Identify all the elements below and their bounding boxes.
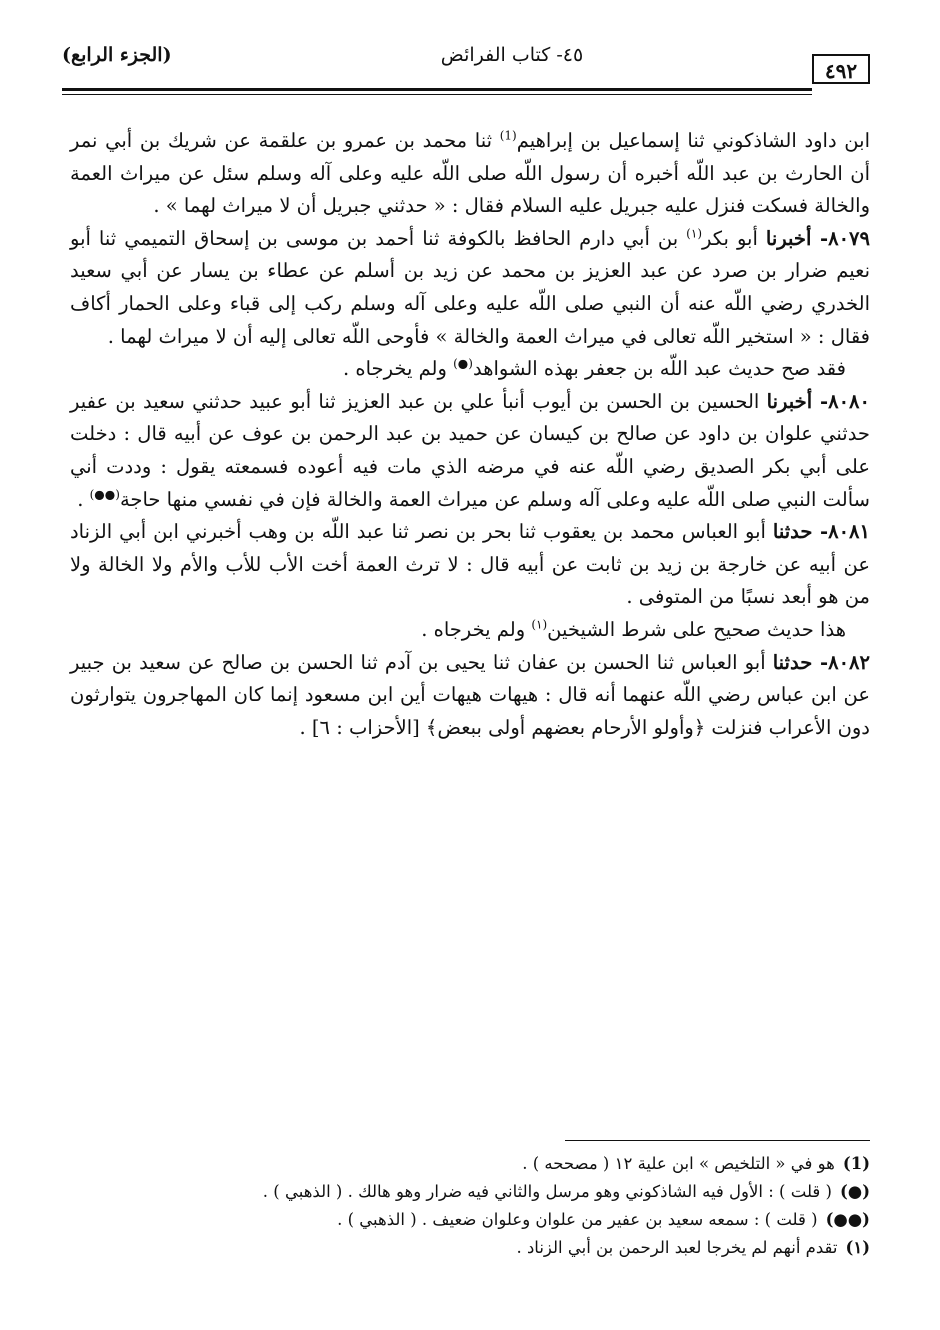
page-number: ٤٩٢ xyxy=(812,54,870,84)
footnote xyxy=(70,1150,870,1178)
para-text-tail: . xyxy=(77,487,90,511)
para-text: أبو العباس محمد بن يعقوب ثنا بحر بن نصر ثنا عبد اللّه بن وهب أخبرني ابن أبي الزناد عن أبيه عن خارجة بن زيد بن ثابت عن أبيه قال : لا ترث العمة أخت الأب للأب والأم ولا الخالة ولا من هو أبعد نسبًا من المتوفى . xyxy=(70,520,870,609)
para-text: أبو العباس ثنا الحسن بن عفان ثنا يحيى بن آدم ثنا الحسن بن صالح عن سعيد بن جبير عن ابن عباس رضي اللّه عنهما أنه قال : هيهات هيهات أين ابن مسعود إنما كان المهاجرون يتوارثون دون الأعراب فنزلت ﴿وأولو الأرحام بعضهم أولى ببعض﴾ [الأحزاب : ٦] . xyxy=(70,650,870,739)
footnote-mark: (1) xyxy=(842,1154,870,1173)
para-text: أبو بكر xyxy=(702,226,766,250)
hadith-lead: أخبرنا xyxy=(765,226,812,250)
commentary xyxy=(70,614,870,647)
footnote-mark: (●●) xyxy=(825,1210,870,1229)
hadith-lead: حدثنا xyxy=(772,650,813,674)
hadith-8080 xyxy=(70,386,870,516)
para-text-tail: بن أبي دارم الحافظ بالكوفة ثنا أحمد بن موسى بن إسحاق التميمي ثنا أبو نعيم ضرار بن صرد عن عبد العزيز بن محمد عن زيد بن أسلم عن عطاء بن يسار عن أبي سعيد الخدري رضي اللّه عنه أن النبي صلى اللّه عليه وعلى آله وسلم ركب إلى قباء وعلى الحمار أكاف فقال : « استخير اللّه تعالى في ميراث العمة والخالة » فأوحى اللّه تعالى إليه أن لا ميراث لهما . xyxy=(70,226,870,348)
hadith-lead: حدثنا xyxy=(772,520,813,544)
footnote xyxy=(70,1178,870,1206)
footnote-ref: (١) xyxy=(531,617,548,632)
footnote xyxy=(70,1206,870,1234)
footnote xyxy=(70,1234,870,1262)
book-title: ٤٥- كتاب الفرائض xyxy=(440,44,584,66)
footnote-text: تقدم أنهم لم يخرجا لعبد الرحمن بن أبي الزناد . xyxy=(516,1238,838,1257)
para-text-tail: ولم يخرجاه . xyxy=(342,357,454,381)
header-rule-thin xyxy=(62,94,812,95)
para-text: هذا حديث صحيح على شرط الشيخين xyxy=(547,617,846,641)
main-text xyxy=(70,125,870,744)
footnote-mark: (١) xyxy=(845,1238,870,1257)
para-text-tail: ثنا محمد بن عمرو بن علقمة عن شريك بن أبي نمر أن الحارث بن عبد اللّه أخبره أن رسول اللّه صلى اللّه عليه وعلى آله وسلم سئل عن ميراث العمة والخالة فسكت فنزل عليه جبريل عليه السلام فقال : « حدثني جبريل أن لا ميراث لهما » . xyxy=(70,129,870,218)
footnote-text: ( قلت ) : الأول فيه الشاذكوني وهو مرسل والثاني فيه ضرار وهو هالك . ( الذهبي ) . xyxy=(262,1182,832,1201)
hadith-number: ٨٠٨٠- xyxy=(812,389,870,413)
volume-label: (الجزء الرابع) xyxy=(62,44,172,66)
para-text: فقد صح حديث عبد اللّه بن جعفر بهذه الشواهد xyxy=(472,357,846,381)
header-rule xyxy=(62,88,812,91)
hadith-8082 xyxy=(70,647,870,745)
hadith-number: ٨٠٧٩- xyxy=(811,226,870,250)
hadith-8081 xyxy=(70,516,870,614)
footnote-mark: (●) xyxy=(839,1182,870,1201)
hadith-8079 xyxy=(70,223,870,353)
footnote-ref: (1) xyxy=(499,128,517,143)
footnote-ref: (●●) xyxy=(89,487,120,502)
para-text: الحسين بن الحسن بن أيوب أنبأ علي بن عبد العزيز ثنا أبو عبيد حدثني سعيد بن عفير حدثني علوان بن داود عن صالح بن كيسان عن حميد بن عبد الرحمن بن عوف عن أبيه قال : دخلت على أبي بكر الصديق رضي اللّه عنه في مرضه الذي مات فيه أعوده فسمعته يقول : وددت أني سألت النبي صلى اللّه عليه وعلى آله وسلم عن ميراث العمة والخالة فإن في نفسي منها حاجة xyxy=(70,389,870,511)
hadith-lead: أخبرنا xyxy=(766,389,813,413)
hadith-number: ٨٠٨١- xyxy=(812,520,870,544)
footnote-rule xyxy=(565,1140,870,1141)
footnote-text: هو في « التلخيص » ابن علية ١٢ ( مصححه ) . xyxy=(522,1154,835,1173)
para-text: ابن داود الشاذكوني ثنا إسماعيل بن إبراهيم xyxy=(516,129,870,152)
footnotes xyxy=(70,1150,870,1262)
footnote-text: ( قلت ) : سمعه سعيد بن عفير من علوان وعلوان ضعيف . ( الذهبي ) . xyxy=(337,1210,818,1229)
footnote-ref: (●) xyxy=(453,356,473,371)
commentary xyxy=(70,353,870,386)
footnote-ref: (١) xyxy=(686,226,702,241)
paragraph xyxy=(70,125,870,223)
para-text-tail: ولم يخرجاه . xyxy=(421,617,532,641)
page-header xyxy=(62,36,870,86)
hadith-number: ٨٠٨٢- xyxy=(812,650,870,674)
